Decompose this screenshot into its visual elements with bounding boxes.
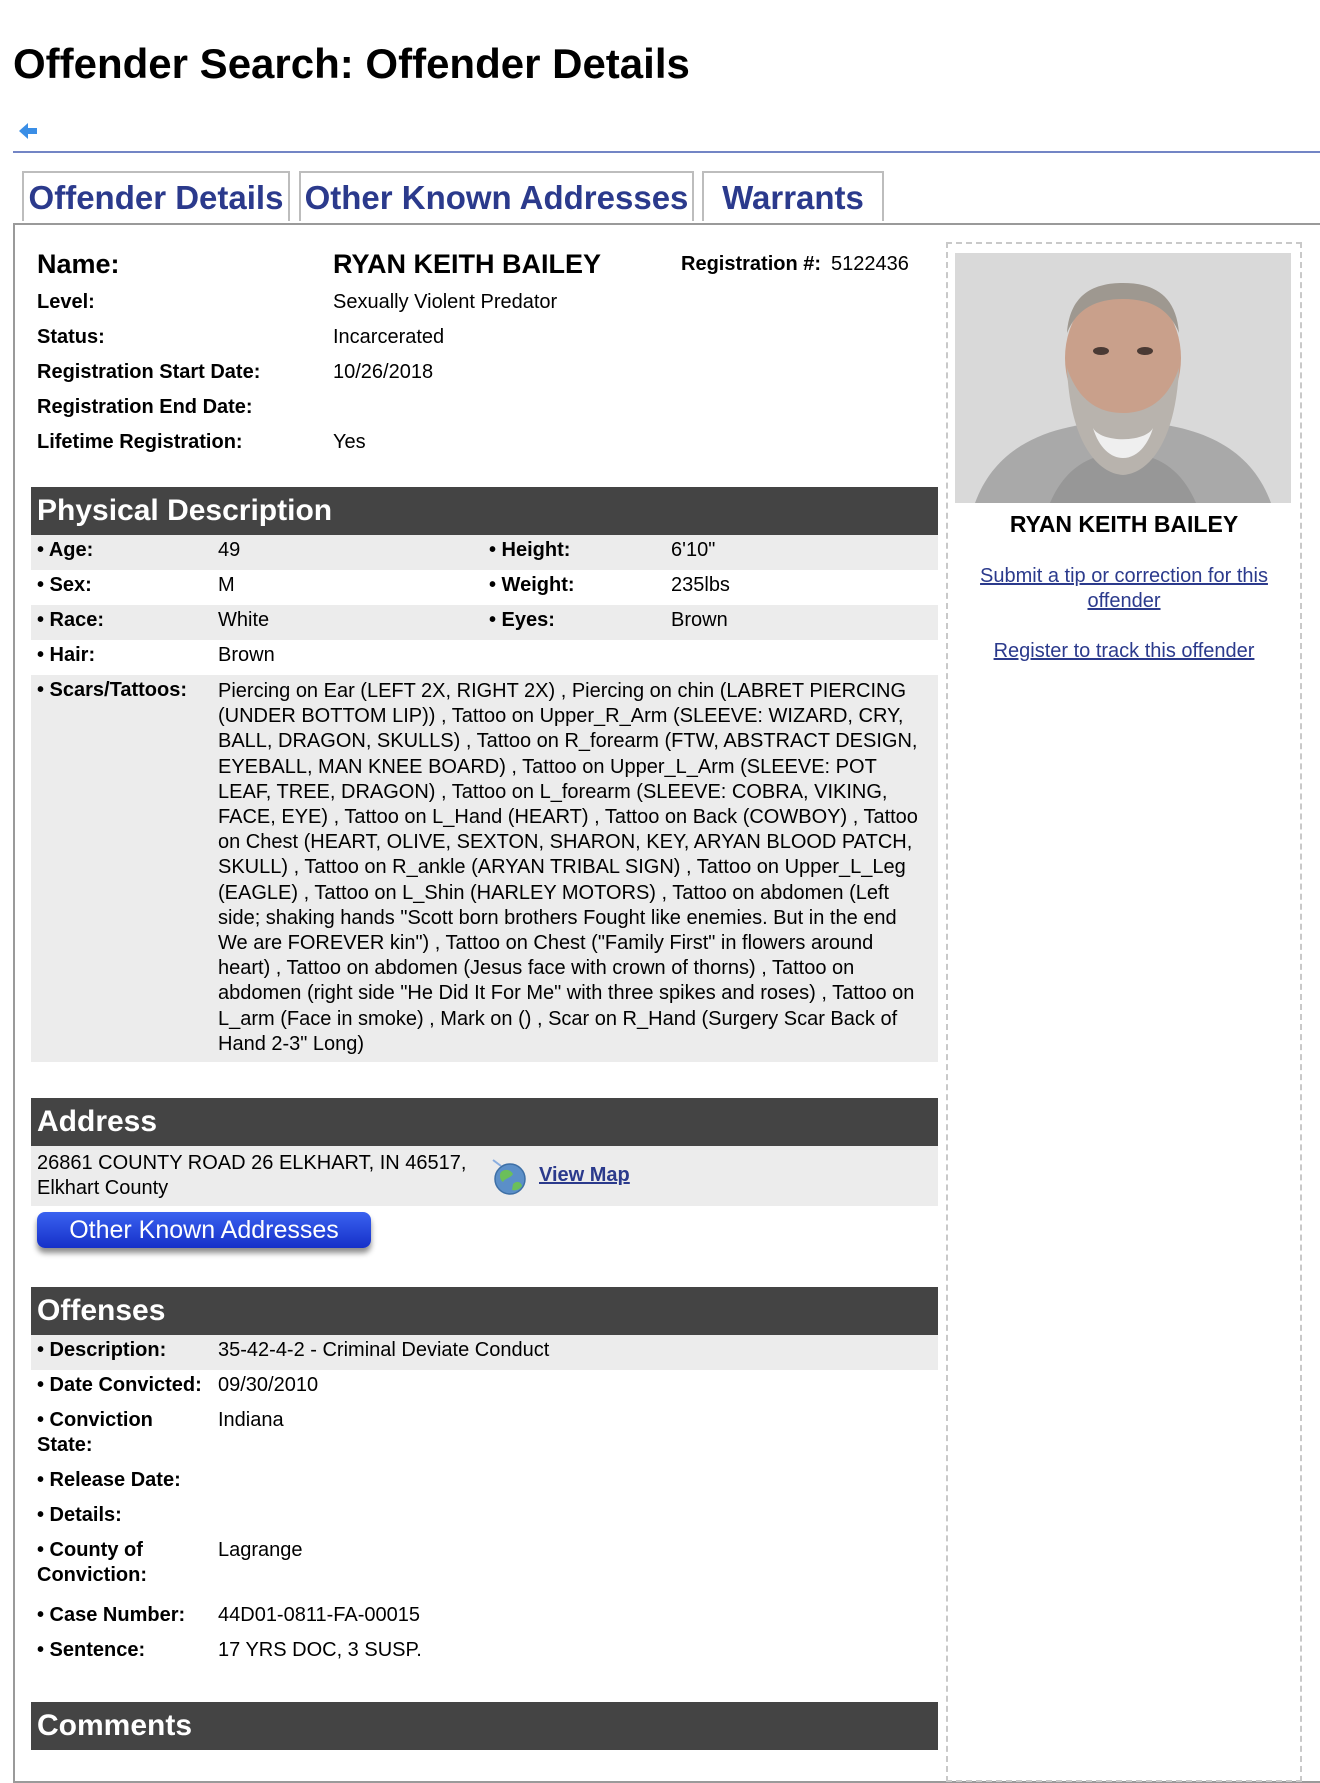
physical-row-sex	[31, 570, 938, 605]
lifetime-registration-value: Yes	[333, 431, 366, 453]
age-label: • Age:	[37, 539, 94, 561]
physical-row-hair	[31, 640, 938, 675]
other-known-addresses-button[interactable]: Other Known Addresses	[37, 1212, 371, 1248]
details-label: • Details:	[37, 1504, 122, 1526]
globe-icon[interactable]	[491, 1158, 529, 1196]
comments-header: Comments	[31, 1702, 938, 1750]
sentence-label: • Sentence:	[37, 1639, 146, 1661]
registration-label: Registration #:	[681, 253, 822, 275]
physical-row-race	[31, 605, 938, 640]
eyes-label: • Eyes:	[489, 609, 555, 631]
page-title: Offender Search: Offender Details	[13, 40, 690, 87]
description-value: 35-42-4-2 - Criminal Deviate Conduct	[218, 1339, 550, 1361]
physical-description-header: Physical Description	[31, 487, 938, 535]
conviction-state-label-2: State:	[37, 1434, 93, 1456]
hair-value: Brown	[218, 644, 275, 666]
offense-row-description	[31, 1335, 938, 1370]
physical-row-age	[31, 535, 938, 570]
age-value: 49	[218, 539, 241, 561]
address-row	[31, 1146, 938, 1206]
offense-row-details	[31, 1500, 938, 1535]
description-label: • Description:	[37, 1339, 167, 1361]
level-value: Sexually Violent Predator	[333, 291, 558, 313]
weight-value: 235lbs	[671, 574, 730, 596]
offense-row-date-convicted	[31, 1370, 938, 1405]
offenses-header: Offenses	[31, 1287, 938, 1335]
race-value: White	[218, 609, 270, 631]
offense-row-release-date	[31, 1465, 938, 1500]
offense-row-conviction-state	[31, 1405, 938, 1465]
offender-name: RYAN KEITH BAILEY	[333, 249, 602, 279]
county-label-2: Conviction:	[37, 1564, 147, 1586]
photo-caption: RYAN KEITH BAILEY	[1009, 511, 1239, 537]
level-label: Level:	[37, 291, 95, 313]
address-line-1: 26861 COUNTY ROAD 26 ELKHART, IN 46517,	[37, 1152, 467, 1174]
tab-other-known-addresses[interactable]: Other Known Addresses	[299, 171, 694, 221]
physical-row-scars	[31, 675, 938, 1062]
register-track-link[interactable]: Register to track this offender	[993, 640, 1255, 662]
height-label: • Height:	[489, 539, 571, 561]
submit-tip-link[interactable]: Submit a tip or correction for this offender	[980, 565, 1268, 612]
view-map-link[interactable]: View Map	[539, 1164, 630, 1186]
sentence-value: 17 YRS DOC, 3 SUSP.	[218, 1639, 422, 1661]
registration-start-value: 10/26/2018	[333, 361, 434, 383]
release-date-label: • Release Date:	[37, 1469, 181, 1491]
conviction-state-value: Indiana	[218, 1409, 284, 1431]
scars-value: Piercing on Ear (LEFT 2X, RIGHT 2X) , Piercing on chin (LABRET PIERCING (UNDER BOTTOM LIP)) , Tattoo on Upper_R_Arm (SLEEVE: WIZARD, CRY, BALL, DRAGON, SKULLS) , Tattoo on R_forearm (FTW, ABSTRACT DESIGN, EYEBALL, MAN KNEE BOARD) , Tattoo on Upper_L_Arm (SLEEVE: POT LEAF, TREE, DRAGON) , Tattoo on L_forearm (SLEEVE: COBRA, VIKING, FACE, EYE) , Tattoo on L_Hand (HEART) , Tattoo on Back (COWBOY) , Tattoo on Chest (HEART, OLIVE, SEXTON, SHARON, KEY, ARYAN BLOOD PATCH, SKULL) , Tattoo on R_ankle (ARYAN TRIBAL SIGN) , Tattoo on Upper_L_Leg (EAGLE) , Tattoo on L_Shin (HARLEY MOTORS) , Tattoo on abdomen (Left side; shaking hands "Scott born brothers Fought like enemies. But in the end We are FOREVER kin") , Tattoo on Chest ("Family First" in flowers around heart) , Tattoo on abdomen (Jesus face with crown of thorns) , Tattoo on abdomen (right side "He Did It For Me" with three spikes and roses) , Tattoo on L_arm (Face in smoke) , Mark on () , Scar on R_Hand (Surgery Scar Back of Hand 2-3" Long)	[218, 680, 918, 1055]
registration-end-label: Registration End Date:	[37, 396, 253, 418]
header-divider	[13, 151, 1320, 153]
offense-row-sentence	[31, 1635, 938, 1670]
case-number-label: • Case Number:	[37, 1604, 186, 1626]
tab-warrants[interactable]: Warrants	[702, 171, 884, 221]
county-value: Lagrange	[218, 1539, 303, 1561]
name-label: Name:	[37, 249, 120, 279]
registration-start-label: Registration Start Date:	[37, 361, 261, 383]
hair-label: • Hair:	[37, 644, 96, 666]
weight-label: • Weight:	[489, 574, 575, 596]
address-header: Address	[31, 1098, 938, 1146]
race-label: • Race:	[37, 609, 105, 631]
address-line-2: Elkhart County	[37, 1177, 169, 1199]
lifetime-registration-label: Lifetime Registration:	[37, 431, 243, 453]
offense-row-county	[31, 1535, 938, 1595]
eyes-value: Brown	[671, 609, 728, 631]
back-arrow-icon[interactable]	[17, 121, 39, 141]
scars-label: • Scars/Tattoos:	[37, 679, 187, 701]
height-value: 6'10"	[671, 539, 716, 561]
address-text	[37, 1151, 487, 1201]
offender-photo	[955, 253, 1291, 503]
offense-row-case-number	[31, 1600, 938, 1635]
sex-value: M	[218, 574, 235, 596]
status-value: Incarcerated	[333, 326, 445, 348]
sex-label: • Sex:	[37, 574, 92, 596]
registration-number: 5122436	[831, 253, 909, 275]
conviction-state-label: • Conviction	[37, 1409, 153, 1431]
status-label: Status:	[37, 326, 105, 348]
date-convicted-value: 09/30/2010	[218, 1374, 319, 1396]
county-label: • County of	[37, 1539, 143, 1561]
date-convicted-label: • Date Convicted:	[37, 1374, 202, 1396]
case-number-value: 44D01-0811-FA-00015	[218, 1604, 420, 1626]
tab-offender-details[interactable]: Offender Details	[22, 171, 290, 221]
